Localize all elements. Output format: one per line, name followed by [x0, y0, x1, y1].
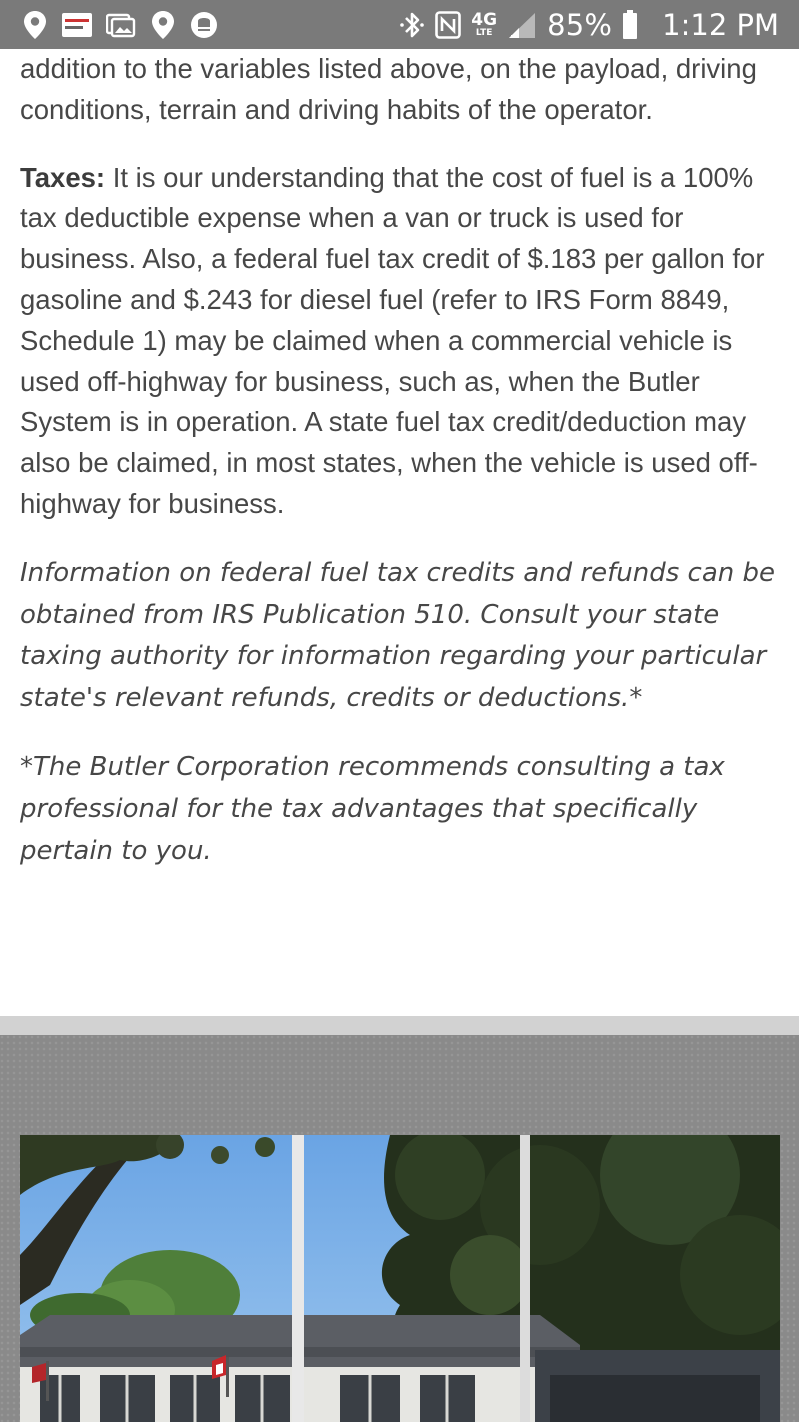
section-divider	[0, 1016, 799, 1035]
taxes-label: Taxes:	[20, 161, 106, 193]
network-type-label: 4G	[471, 9, 498, 30]
network-type-icon	[471, 9, 498, 38]
article-body	[20, 49, 784, 898]
network-sub-label: LTE	[475, 27, 493, 38]
info-note: Information on federal fuel tax credits and refunds can be obtained from IRS Publication 510. Consult your state taxing authority for information regarding your particular state's relevant refunds, credits or deductions.*	[20, 557, 776, 714]
building-photo	[20, 1135, 780, 1422]
info-note-paragraph	[20, 552, 784, 719]
status-bar	[0, 0, 799, 49]
bluetooth-icon	[399, 10, 425, 40]
bitmoji-icon	[190, 11, 218, 39]
disclaimer-paragraph	[20, 746, 784, 871]
system-indicators	[399, 8, 779, 42]
intro-paragraph: addition to the variables listed above, on the payload, driving conditions, terrain and driving habits of the operator.	[20, 53, 757, 125]
image-icon	[62, 13, 92, 37]
building-photo-illustration	[20, 1135, 780, 1422]
notification-icons	[22, 10, 218, 40]
nfc-icon	[435, 11, 461, 39]
signal-icon	[507, 11, 537, 39]
location-icon	[22, 10, 48, 40]
gallery-icon	[106, 12, 136, 38]
disclaimer: *The Butler Corporation recommends consulting a tax professional for the tax advantages that specifically pertain to you.	[20, 751, 725, 866]
clock: 1:12 PM	[662, 7, 779, 42]
taxes-paragraph	[20, 158, 784, 525]
battery-icon	[622, 10, 638, 40]
taxes-body: It is our understanding that the cost of fuel is a 100% tax deductible expense when a van or truck is used for business. Also, a federal fuel tax credit of $.183 per gallon for gasoline and $.243 for diesel fuel (refer to IRS Form 8849, Schedule 1) may be claimed when a commercial vehicle is used off-highway for business, such as, when the Butler System is in operation. A state fuel tax credit/deduction may also be claimed, in most states, when the vehicle is used off-highway for business.	[20, 161, 765, 519]
battery-percentage: 85%	[547, 7, 613, 42]
location-icon	[150, 10, 176, 40]
